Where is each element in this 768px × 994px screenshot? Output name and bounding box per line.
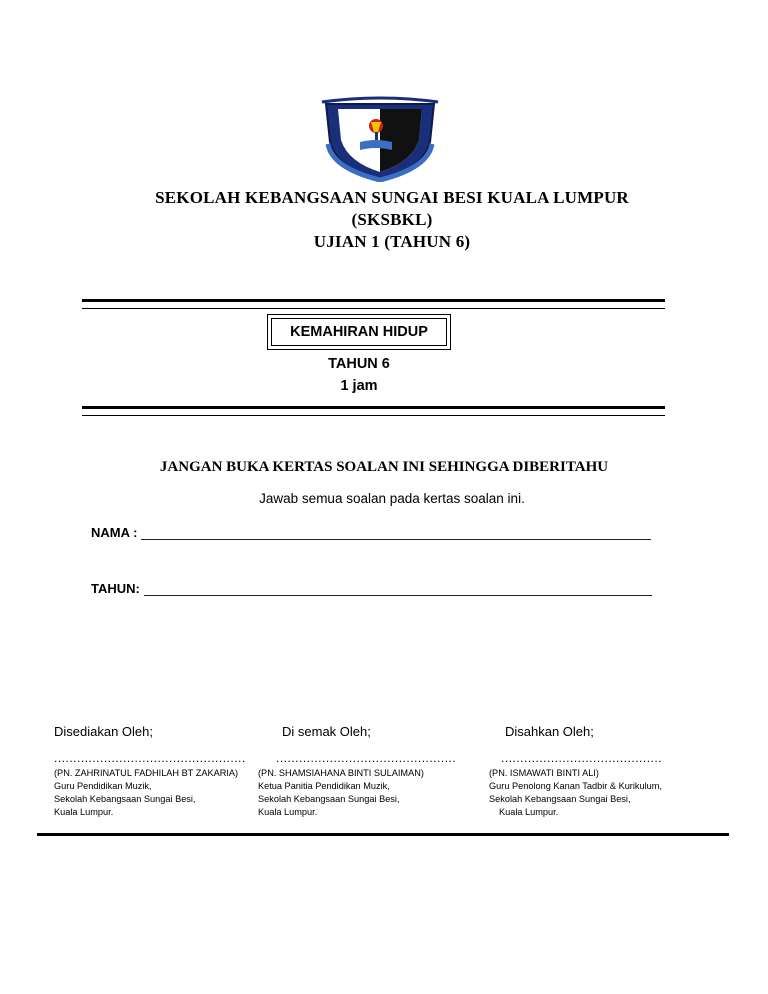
- bottom-divider: [82, 406, 665, 416]
- signature-title: Di semak Oleh;: [282, 724, 371, 739]
- signature-checked: [258, 724, 456, 819]
- signer-school: Sekolah Kebangsaan Sungai Besi,: [489, 794, 631, 804]
- school-crest-icon: [318, 92, 442, 182]
- signature-approved: [489, 724, 662, 819]
- name-line[interactable]: [141, 527, 651, 540]
- signature-title: Disahkan Oleh;: [505, 724, 594, 739]
- school-name: SEKOLAH KEBANGSAAN SUNGAI BESI KUALA LUMPUR: [155, 188, 629, 207]
- signer-city: Kuala Lumpur.: [54, 807, 114, 817]
- year-line[interactable]: [144, 583, 652, 596]
- signature-prepared: [54, 724, 246, 819]
- year-field[interactable]: [91, 581, 652, 596]
- warning-text: JANGAN BUKA KERTAS SOALAN INI SEHINGGA DIBERITAHU: [159, 459, 609, 475]
- signer-city: Kuala Lumpur.: [499, 807, 559, 817]
- subject-duration: 1 jam: [340, 378, 378, 394]
- top-divider: [82, 299, 665, 309]
- subject-box: [267, 314, 451, 350]
- signer-position: Guru Penolong Kanan Tadbir & Kurikulum,: [489, 781, 662, 791]
- instruction-text: Jawab semua soalan pada kertas soalan ini.: [259, 491, 525, 506]
- name-field[interactable]: [91, 525, 651, 540]
- signature-line: ..................................................: [54, 751, 246, 765]
- signature-title: Disediakan Oleh;: [54, 724, 153, 739]
- signer-name: (PN. SHAMSIAHANA BINTI SULAIMAN): [258, 768, 424, 778]
- name-label: NAMA :: [91, 525, 138, 540]
- school-code: (SKSBKL): [351, 210, 433, 229]
- school-crest: [318, 92, 442, 182]
- subject-name: KEMAHIRAN HIDUP: [271, 318, 447, 346]
- signer-name: (PN. ZAHRINATUL FADHILAH BT ZAKARIA): [54, 768, 239, 778]
- footer-divider: [37, 833, 729, 836]
- signer-school: Sekolah Kebangsaan Sungai Besi,: [54, 794, 196, 804]
- exam-title: UJIAN 1 (TAHUN 6): [313, 232, 471, 251]
- signer-position: Guru Pendidikan Muzik,: [54, 781, 152, 791]
- signer-school: Sekolah Kebangsaan Sungai Besi,: [258, 794, 400, 804]
- subject-year: TAHUN 6: [328, 356, 390, 372]
- signer-city: Kuala Lumpur.: [258, 807, 318, 817]
- signer-name: (PN. ISMAWATI BINTI ALI): [489, 768, 599, 778]
- signature-line: ..........................................: [501, 751, 663, 765]
- signature-line: ...............................................: [276, 751, 457, 765]
- year-label: TAHUN:: [91, 581, 140, 596]
- signer-position: Ketua Panitia Pendidikan Muzik,: [258, 781, 390, 791]
